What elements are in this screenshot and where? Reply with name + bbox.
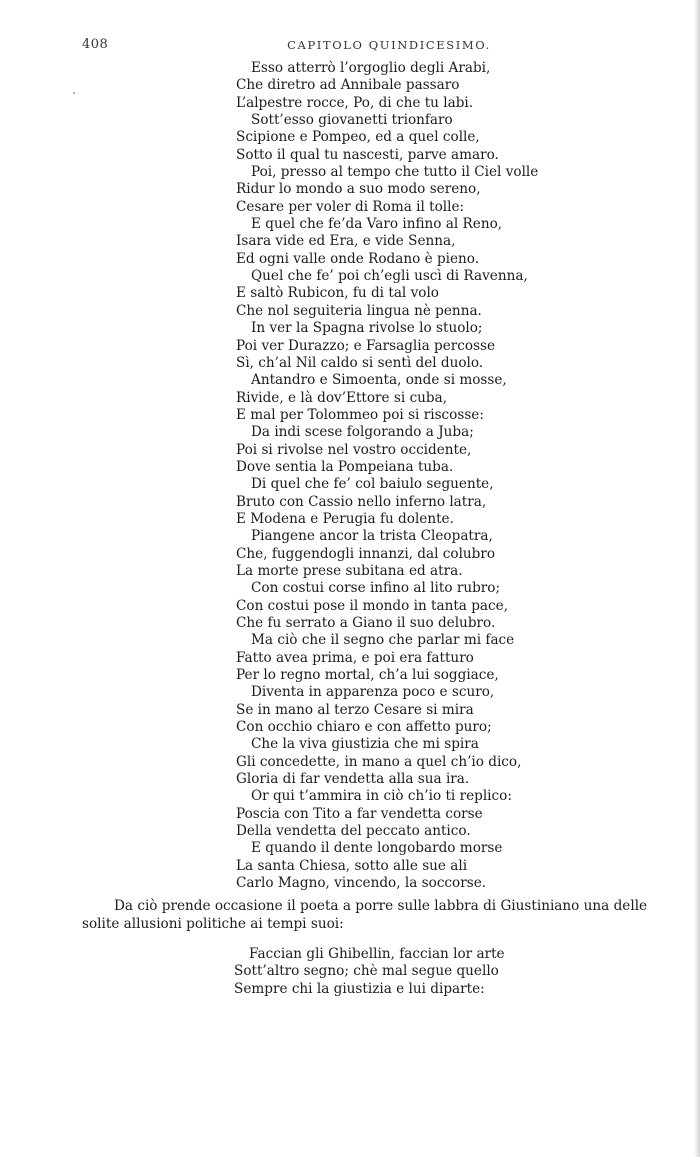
- verse-line: E quel che fe’da Varo infino al Reno,: [251, 216, 503, 233]
- verse-line: Che diretro ad Annibale passaro: [236, 77, 460, 94]
- verse-line: E Modena e Perugia fu dolente.: [236, 510, 454, 527]
- verse-line: Con costui corse infino al lito rubro;: [251, 580, 501, 597]
- verse-line: Sì, ch’al Nil caldo si sentì del duolo.: [236, 354, 484, 371]
- verse-line: Della vendetta del peccato antico.: [236, 823, 471, 840]
- verse-line: Poi, presso al tempo che tutto il Ciel volle: [251, 164, 539, 181]
- verse-line: Piangene ancor la trista Cleopatra,: [251, 528, 493, 545]
- verse-line: Per lo regno mortal, ch’a lui soggiace,: [236, 667, 499, 684]
- verse-line: E mal per Tolommeo poi si riscosse:: [236, 406, 484, 423]
- verse-line: Scipione e Pompeo, ed a quel colle,: [236, 129, 480, 146]
- verse-line: Poi ver Durazzo; e Farsaglia percosse: [236, 337, 496, 354]
- verse-line: La santa Chiesa, sotto alle sue ali: [236, 857, 468, 874]
- verse-block: [236, 60, 538, 893]
- verse-line: L’alpestre rocce, Po, di che tu labi.: [236, 94, 474, 111]
- verse-line: Sempre chi la giustizia e lui diparte:: [234, 980, 485, 997]
- verse-line: Poscia con Tito a far vendetta corse: [236, 805, 483, 822]
- verse-line: Poi si rivolse nel vostro occidente,: [236, 441, 472, 458]
- verse-line: Ridur lo mondo a suo modo sereno,: [236, 181, 481, 198]
- verse-line: Da indi scese folgorando a Juba;: [251, 424, 474, 441]
- verse-line: Con occhio chiaro e con affetto puro;: [236, 719, 492, 736]
- verse-line: Cesare per voler di Roma il tolle:: [236, 198, 465, 215]
- verse-line: Se in mano al terzo Cesare si mira: [236, 701, 474, 718]
- paper-speck: [73, 92, 75, 94]
- verse-line: Diventa in apparenza poco e scuro,: [251, 684, 495, 701]
- verse-line: Sott’esso giovanetti trionfaro: [251, 112, 453, 129]
- verse-line: Che fu serrato a Giano il suo delubro.: [236, 615, 496, 631]
- verse-line: Che nol seguiteria lingua nè penna.: [236, 302, 482, 319]
- prose-line: solite allusioni politiche ai tempi suoi:: [82, 915, 344, 932]
- verse-line: Rivide, e là dov’Ettore si cuba,: [236, 389, 448, 406]
- prose-line: Da ciò prende occasione il poeta a porre sulle labbra di Giustiniano una delle: [114, 898, 648, 914]
- verse-line: Ma ciò che il segno che parlar mi face: [251, 632, 515, 649]
- page-number: 408: [82, 37, 109, 52]
- verse-line: E quando il dente longobardo morse: [251, 840, 503, 857]
- verse-line: Fatto avea prima, e poi era fatturo: [236, 649, 474, 666]
- verse-line: Sott’altro segno; chè mal segue quello: [234, 963, 499, 980]
- verse-line: Or qui t’ammira in ciò ch’io ti replico:: [251, 788, 512, 805]
- verse-line: E saltò Rubicon, fu di tal volo: [236, 285, 439, 302]
- verse-line: Quel che fe’ poi ch’egli uscì di Ravenna,: [251, 268, 528, 285]
- verse-line: La morte prese subitana ed atra.: [236, 562, 463, 579]
- verse-line: Sotto il qual tu nascesti, parve amaro.: [236, 146, 499, 163]
- verse-line: Carlo Magno, vincendo, la soccorse.: [236, 875, 487, 892]
- verse-line: Gloria di far vendetta alla sua ira.: [236, 771, 470, 788]
- verse-line: Gli concedette, in mano a quel ch’io dico,: [236, 753, 522, 770]
- prose-paragraph: [82, 898, 694, 933]
- verse-line: Esso atterrò l’orgoglio degli Arabi,: [251, 60, 491, 76]
- verse-line: Bruto con Cassio nello inferno latra,: [236, 493, 487, 510]
- verse-line: Faccian gli Ghibellin, faccian lor arte: [249, 946, 505, 962]
- verse-line: Antandro e Simoenta, onde si mosse,: [251, 372, 507, 389]
- verse-line: Ed ogni valle onde Rodano è pieno.: [236, 250, 480, 267]
- page-edge-shadow: [694, 0, 700, 1157]
- verse-line: Isara vide ed Era, e vide Senna,: [236, 233, 456, 250]
- running-head: CAPITOLO QUINDICESIMO.: [287, 38, 491, 52]
- quoted-verse-block: [234, 946, 505, 998]
- verse-line: Con costui pose il mondo in tanta pace,: [236, 597, 509, 614]
- verse-line: Dove sentia la Pompeiana tuba.: [236, 458, 454, 475]
- verse-line: Che, fuggendogli innanzi, dal colubro: [236, 545, 496, 562]
- verse-line: Che la viva giustizia che mi spira: [251, 736, 479, 753]
- verse-line: Di quel che fe’ col baiulo seguente,: [251, 476, 494, 493]
- verse-line: In ver la Spagna rivolse lo stuolo;: [251, 320, 483, 337]
